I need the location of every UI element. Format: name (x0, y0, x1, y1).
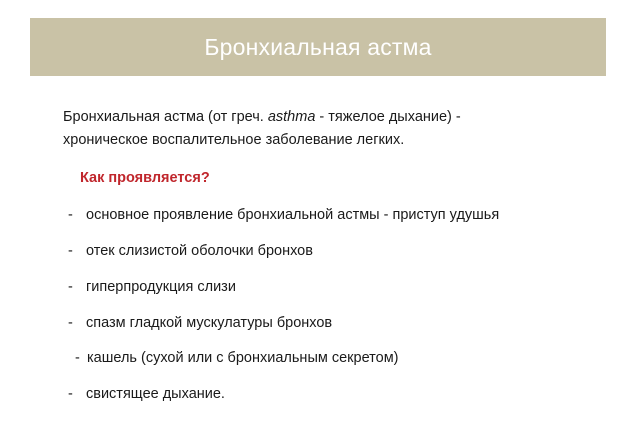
bullet-dash: - (75, 350, 80, 366)
slide-title: Бронхиальная астма (204, 33, 432, 60)
bullet-item (68, 315, 332, 331)
definition-line-1 (63, 106, 583, 129)
definition-paragraph (63, 106, 583, 152)
bullet-dash: - (68, 279, 73, 295)
bullet-text: спазм гладкой мускулатуры бронхов (86, 315, 333, 331)
definition-text-end: - тяжелое дыхание) - (315, 109, 461, 125)
bullet-item (68, 207, 499, 223)
bullet-dash: - (68, 207, 73, 223)
bullet-text: отек слизистой оболочки бронхов (86, 243, 313, 259)
bullet-item (75, 350, 399, 366)
bullet-dash: - (68, 243, 73, 259)
bullet-text: свистящее дыхание. (86, 386, 225, 402)
bullet-dash: - (68, 386, 73, 402)
bullet-item (68, 279, 236, 295)
bullet-text: кашель (сухой или с бронхиальным секретом) (87, 350, 399, 366)
section-question: Как проявляется? (80, 170, 210, 186)
bullet-item (68, 386, 225, 402)
bullet-item (68, 243, 313, 259)
bullet-dash: - (68, 315, 73, 331)
definition-text-start: Бронхиальная астма (от греч. (63, 109, 268, 125)
definition-greek-term: asthma (267, 109, 316, 125)
bullet-text: гиперпродукция слизи (86, 279, 236, 295)
bullet-text: основное проявление бронхиальной астмы - приступ удушья (86, 207, 500, 223)
definition-line-2: хроническое воспалительное заболевание легких. (63, 132, 405, 148)
